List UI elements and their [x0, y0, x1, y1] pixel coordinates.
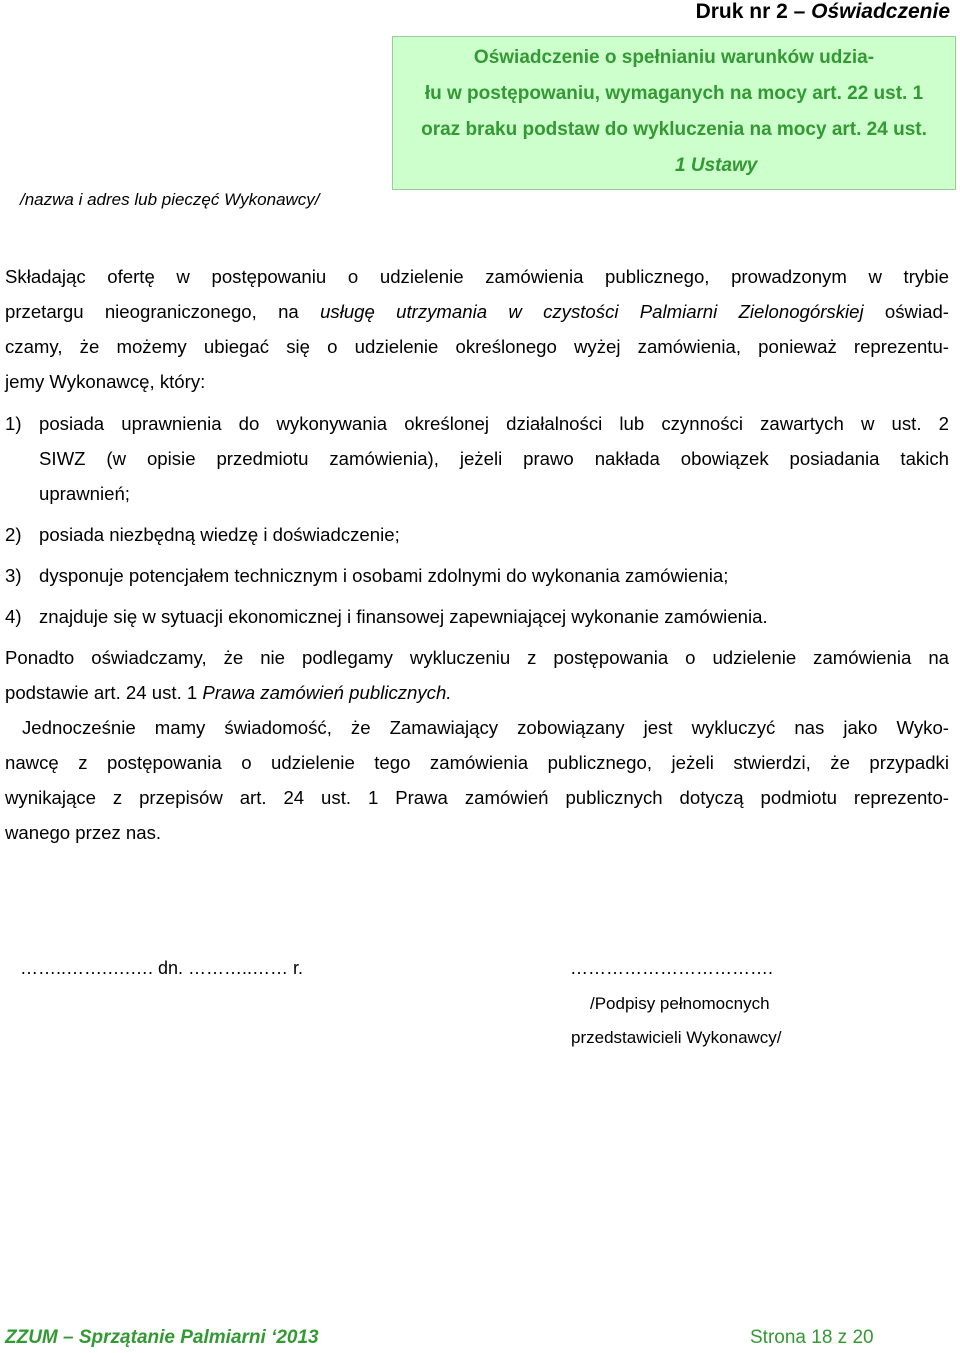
declaration-title-line-4: 1 Ustawy	[675, 155, 758, 176]
intro-line-2-pre: przetargu nieograniczonego, na	[5, 301, 321, 322]
list-item-4: znajduje się w sytuacji ekonomicznej i finansowej zapewniającej wykonanie zamówienia.	[39, 606, 768, 627]
para3-line-4: wanego przez nas.	[5, 822, 162, 843]
list-item-3-number: 3)	[5, 565, 22, 586]
declaration-title-line-3: oraz braku podstaw do wykluczenia na mocy art. 24 ust.	[421, 119, 927, 140]
declaration-title-line-1: Oświadczenie o spełnianiu warunków udzia-	[473, 47, 875, 68]
para2-line-2-pre: podstawie art. 24 ust. 1	[5, 682, 203, 703]
list-item-3: dysponuje potencjałem technicznym i osobami zdolnymi do wykonania zamówienia;	[39, 565, 729, 586]
para3-line-2: nawcę z postępowania o udzielenie tego zamówienia publicznego, jeżeli stwierdzi, że przypadki	[5, 752, 949, 773]
footer-page-number: Strona 18 z 20	[750, 1327, 874, 1348]
intro-line-1: Składając ofertę w postępowaniu o udzielenie zamówienia publicznego, prowadzonym w trybie	[5, 266, 949, 287]
list-item-1-line-2: SIWZ (w opisie przedmiotu zamówienia), jeżeli prawo nakłada obowiązek posiadania takich	[39, 448, 949, 469]
signature-label-1: /Podpisy pełnomocnych	[590, 994, 770, 1013]
form-number-prefix: Druk nr 2 –	[695, 0, 812, 23]
para3-line-3: wynikające z przepisów art. 24 ust. 1 Prawa zamówień publicznych dotyczą podmiotu reprezento-	[5, 787, 949, 808]
law-name: Prawa zamówień publicznych.	[202, 682, 452, 703]
intro-line-2	[5, 301, 949, 323]
signature-label-2: przedstawicieli Wykonawcy/	[571, 1028, 782, 1047]
list-item-2-number: 2)	[5, 524, 22, 545]
contractor-stamp-label: /nazwa i adres lub pieczęć Wykonawcy/	[20, 190, 320, 209]
signature-line: …………………………….	[570, 958, 774, 978]
intro-line-2-post: oświad-	[863, 301, 949, 322]
list-item-1-number: 1)	[5, 413, 22, 434]
list-item-1-line-1: posiada uprawnienia do wykonywania określonej działalności lub czynności zawartych w ust. 2	[39, 413, 949, 434]
intro-line-3: czamy, że możemy ubiegać się o udzielenie określonego wyżej zamówienia, ponieważ reprezentu-	[5, 336, 949, 357]
para2-line-1: Ponadto oświadczamy, że nie podlegamy wykluczeniu z postępowania o udzielenie zamówienia na	[5, 647, 949, 668]
declaration-title-line-2: łu w postępowaniu, wymaganych na mocy art. 22 ust. 1	[424, 83, 924, 104]
form-number-name: Oświadczenie	[811, 0, 950, 23]
date-place-line: ……..…….….…. dn. ………..…… r.	[20, 958, 304, 978]
list-item-2: posiada niezbędną wiedzę i doświadczenie;	[39, 524, 400, 545]
service-name: usługę utrzymania w czystości Palmiarni Zielonogórskiej	[320, 301, 864, 322]
declaration-title-box	[392, 36, 956, 190]
form-number-title	[696, 0, 950, 24]
para3-line-1: Jednocześnie mamy świadomość, że Zamawiający zobowiązany jest wykluczyć nas jako Wyko-	[22, 717, 949, 738]
para2-line-2	[5, 682, 452, 704]
footer-document-title: ZZUM – Sprzątanie Palmiarni ‘2013	[5, 1327, 319, 1348]
list-item-1-line-3: uprawnień;	[39, 483, 130, 504]
list-item-4-number: 4)	[5, 606, 22, 627]
intro-line-4: jemy Wykonawcę, który:	[5, 371, 206, 392]
